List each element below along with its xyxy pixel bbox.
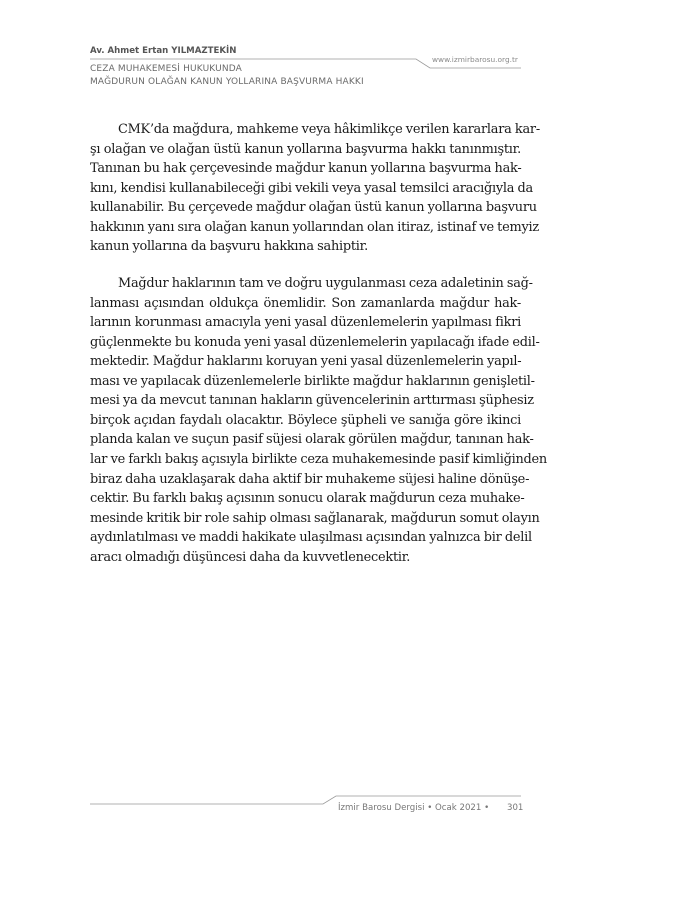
text-line: ması ve yapılacak düzenlemelerle birlikte mağdur haklarının genişletil- [90,373,535,389]
text-line: kını, kendisi kullanabileceği gibi vekili veya yasal temsilci aracığıyla da [90,180,533,196]
text-line: lar ve farklı bakış açısıyla birlikte ceza muhakemesinde pasif kimliğinden [90,451,547,467]
text-line: biraz daha uzaklaşarak daha aktif bir muhakeme süjesi haline dönüşe- [90,471,530,487]
text-line: birçok açıdan faydalı olacaktır. Böylece şüpheli ve sanığa göre ikinci [90,412,521,428]
page-number: 301 [507,803,524,813]
text-line: kullanabilir. Bu çerçevede mağdur olağan üstü kanun yollarına başvuru [90,200,537,216]
text-line: kanun yollarına da başvuru hakkına sahiptir. [90,239,369,255]
author-name: Av. Ahmet Ertan YILMAZTEKİN [90,46,237,56]
article-title-line1: CEZA MUHAKEMESİ HUKUKUNDA [90,64,242,74]
text-line: hakkının yanı sıra olağan kanun yollarından olan itiraz, istinaf ve temyiz [90,219,539,235]
text-line: CMK’da mağdura, mahkeme veya hâkimlikçe verilen kararlara kar- [118,122,540,137]
text-line: Mağdur haklarının tam ve doğru uygulanması ceza adaletinin sağ- [118,276,533,291]
text-line: planda kalan ve suçun pasif süjesi olarak görülen mağdur, tanınan hak- [90,432,534,448]
text-line: mektedir. Mağdur haklarını koruyan yeni yasal düzenlemelerin yapıl- [90,354,522,370]
text-line: aydınlatılması ve maddi hakikate ulaşılması açısından yalnızca bir delil [90,530,532,546]
website-link[interactable]: www.izmirbarosu.org.tr [432,55,518,64]
text-line: lanması açısından oldukça önemlidir. Son zamanlarda mağdur hak- [90,295,521,311]
text-line: aracı olmadığı düşüncesi daha da kuvvetlenecektir. [90,549,411,565]
text-line: Tanınan bu hak çerçevesinde mağdur kanun yollarına başvurma hak- [90,161,522,177]
text-line: mesinde kritik bir role sahip olması sağlanarak, mağdurun somut olayın [90,510,540,526]
journal-footer: İzmir Barosu Dergisi • Ocak 2021 • [338,803,490,813]
text-line: şı olağan ve olağan üstü kanun yollarına başvurma hakkı tanınmıştır. [90,141,521,157]
article-title-line2: MAĞDURUN OLAĞAN KANUN YOLLARINA BAŞVURMA HAKKI [90,77,364,87]
header-rule [90,59,521,68]
text-line: larının korunması amacıyla yeni yasal düzenlemelerin yapılması fikri [90,315,521,331]
text-line: güçlenmekte bu konuda yeni yasal düzenlemelerin yapılacağı ifade edil- [90,334,540,350]
text-line: mesi ya da mevcut tanınan hakların güvencelerinin arttırması şüphesiz [90,393,534,409]
text-line: cektir. Bu farklı bakış açısının sonucu olarak mağdurun ceza muhake- [90,491,525,507]
